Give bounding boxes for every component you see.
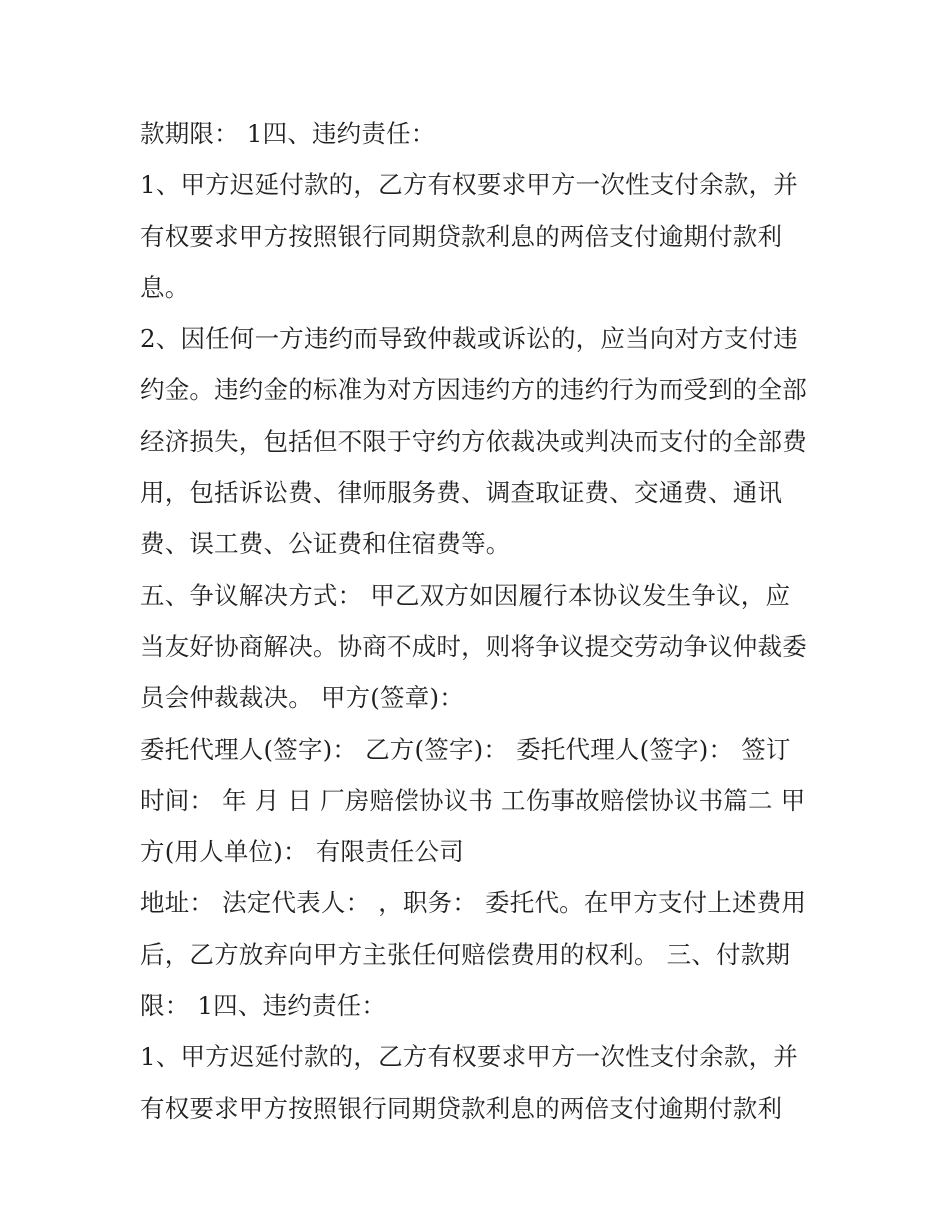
document-body: [140, 108, 820, 1134]
text-line: 限： 1四、违约责任：: [140, 991, 387, 1021]
text-line: 五、争议解决方式： 甲乙双方如因履行本协议发生争议，应: [140, 580, 791, 610]
text-line: 款期限： 1四、违约责任：: [140, 119, 436, 148]
text-line: 1、甲方迟延付款的，乙方有权要求甲方一次性支付余款，并: [140, 170, 798, 200]
text-line: 经济损失，包括但不限于守约方依裁决或判决而支付的全部费: [140, 426, 807, 456]
text-line: 当友好协商解决。协商不成时，则将争议提交劳动争议仲裁委: [140, 631, 807, 661]
text-line: 后，乙方放弃向甲方主张任何赔偿费用的权利。 三、付款期: [140, 939, 791, 969]
text-line: 有权要求甲方按照银行同期贷款利息的两倍支付逾期付款利: [140, 1093, 783, 1123]
text-line: 约金。违约金的标准为对方因违约方的违约行为而受到的全部: [140, 375, 807, 405]
text-line: 1、甲方迟延付款的，乙方有权要求甲方一次性支付余款，并: [140, 1042, 798, 1072]
text-line: 员会仲裁裁决。 甲方(签章)：: [140, 683, 464, 713]
text-line: 息。: [140, 272, 190, 302]
text-line: 2、因任何一方违约而导致仲裁或诉讼的，应当向对方支付违: [140, 324, 798, 354]
text-line: 地址： 法定代表人： ，职务： 委托代。在甲方支付上述费用: [140, 888, 807, 918]
text-line: 时间： 年 月 日 厂房赔偿协议书 工伤事故赔偿协议书篇二 甲: [140, 785, 806, 815]
text-line: 方(用人单位)： 有限责任公司: [140, 837, 464, 867]
text-line: 费、误工费、公证费和住宿费等。: [140, 529, 511, 559]
text-line: 委托代理人(签字)： 乙方(签字)： 委托代理人(签字)： 签订: [140, 734, 791, 764]
text-line: 用，包括诉讼费、律师服务费、调查取证费、交通费、通讯: [140, 478, 783, 508]
text-line: 有权要求甲方按照银行同期贷款利息的两倍支付逾期付款利: [140, 221, 783, 251]
